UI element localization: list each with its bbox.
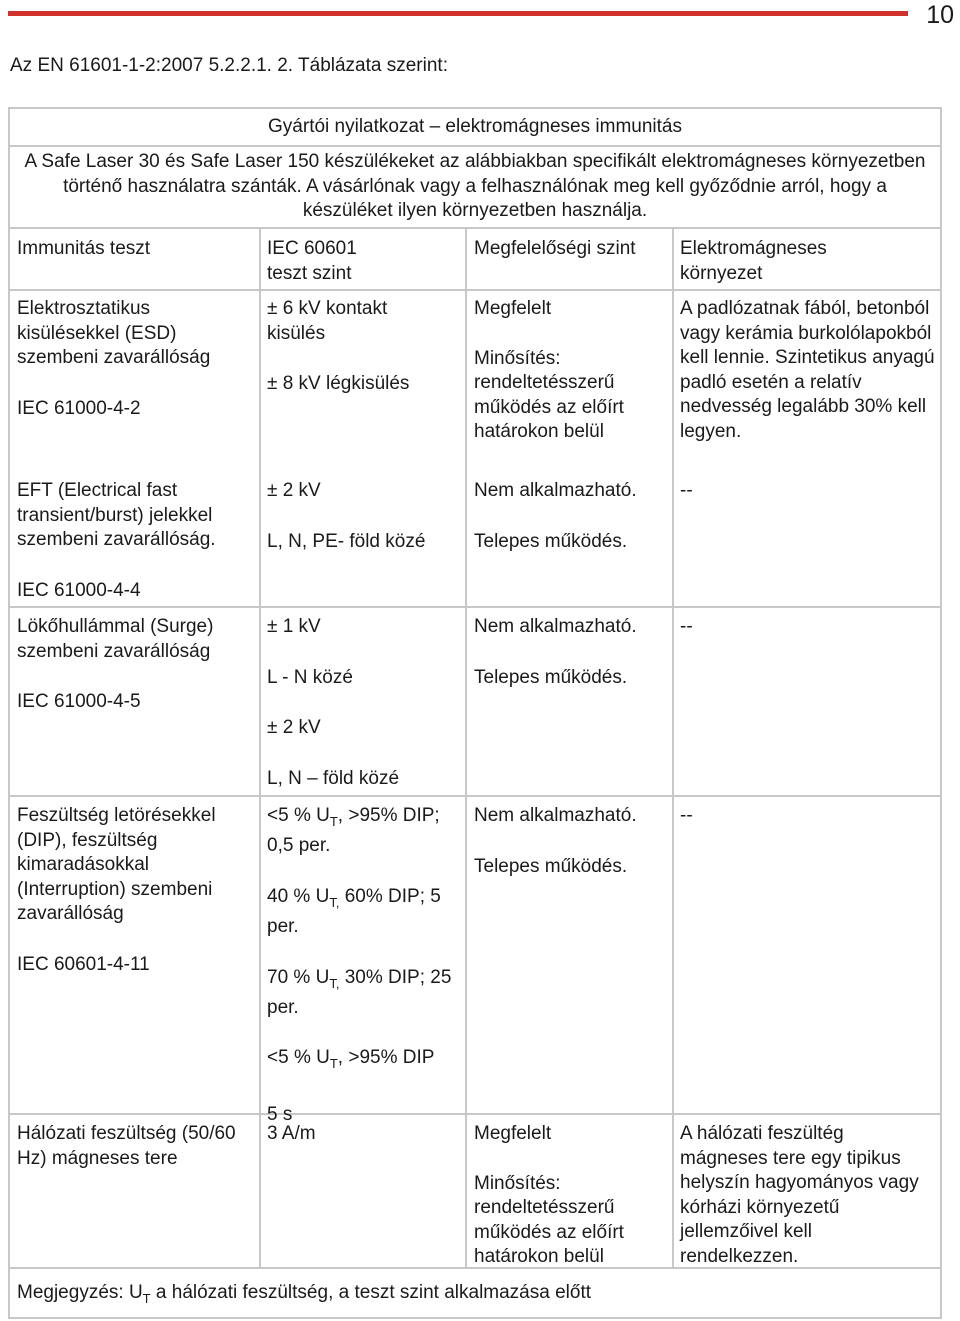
dip-level-4: <5 % $U_T$, >95% DIP [267, 1047, 435, 1072]
immunity-table [8, 107, 942, 1319]
surge-level [267, 615, 457, 791]
magnetic-compliance-status: Megfelelt [474, 1123, 552, 1144]
esd-compliance-status: Megfelelt [474, 298, 552, 319]
dip-environment: -- [680, 805, 693, 826]
header-compliance-level: Megfelelőségi szint [474, 238, 636, 259]
surge-test-standard: IEC 61000-4-5 [17, 691, 141, 712]
magnetic-compliance-note: Minősítés: rendeltetésszerű működés az előírt határokon belül [474, 1172, 624, 1267]
surge-test-name: Lökőhullámmal (Surge) szembeni zavarállóság [17, 616, 214, 662]
magnetic-test: Hálózati feszültség (50/60 Hz) mágneses tere [17, 1123, 236, 1169]
esd-test [17, 297, 247, 421]
eft-level-lines: L, N, PE- föld közé [267, 530, 426, 552]
dip-test-name: Feszültség letörésekkel (DIP), feszültség kimaradásokkal (Interruption) szembeni zavarállóság [17, 805, 216, 924]
page-number: 10 [926, 1, 954, 29]
dip-test [17, 804, 252, 977]
magnetic-environment: A hálózati feszültég mágneses tere egy tipikus helyszín hagyományos vagy kórházi környezetű jellemzőivel kell rendelkezzen. [680, 1123, 919, 1267]
surge-compliance-note: Telepes működés. [474, 666, 628, 688]
surge-level-1kv: ± 1 kV [267, 616, 321, 637]
surge-level-ln: L - N közé [267, 666, 353, 688]
divider [10, 606, 940, 608]
dip-level-1: <5 % $U_T$, >95% DIP; 0,5 per. [267, 805, 440, 857]
eft-level-kv: ± 2 kV [267, 480, 321, 501]
esd-compliance-note: Minősítés: rendeltetésszerű működés az előírt határokon belül [474, 347, 624, 442]
declaration-text: A Safe Laser 30 és Safe Laser 150 készülékeket az alábbiakban specifikált elektromágneses környezetben történő használatra szánták. A vásárlónak vagy a felhasználónak meg kell győződnie arról, hogy a készüléket ilyen környezetben használja. [24, 151, 926, 221]
divider [10, 1113, 940, 1115]
eft-test-name: EFT (Electrical fast transient/burst) jelekkel szembeni zavarállóság. [17, 480, 216, 550]
surge-compliance [474, 615, 674, 690]
divider [10, 145, 940, 147]
intro-text: Az EN 61601-1-2:2007 5.2.2.1. 2. Táblázata szerint: [10, 55, 448, 76]
surge-level-ln-ground: L, N – föld közé [267, 767, 400, 789]
header-immunity-test: Immunitás teszt [17, 238, 151, 259]
eft-compliance-note: Telepes működés. [474, 530, 628, 552]
magnetic-level: 3 A/m [267, 1123, 316, 1144]
footnote: Megjegyzés: $U_T$ a hálózati feszültség, a teszt szint alkalmazása előtt [17, 1282, 592, 1306]
divider [10, 227, 940, 229]
surge-level-2kv: ± 2 kV [267, 717, 321, 738]
header-em-environment: Elektromágneses környezet [680, 238, 827, 284]
eft-environment: -- [680, 480, 693, 501]
eft-test-standard: IEC 61000-4-4 [17, 579, 141, 601]
esd-test-standard: IEC 61000-4-2 [17, 397, 141, 419]
surge-compliance-status: Nem alkalmazható. [474, 616, 637, 637]
header-rule [8, 11, 908, 16]
header-test-level: IEC 60601 teszt szint [267, 238, 357, 284]
dip-level [267, 804, 467, 1133]
surge-environment: -- [680, 616, 693, 637]
divider [10, 289, 940, 291]
divider [10, 795, 940, 797]
eft-test [17, 479, 252, 603]
divider [259, 227, 261, 1267]
dip-level-5: 5 s [267, 1103, 293, 1125]
dip-compliance [474, 804, 674, 879]
esd-level [267, 297, 417, 397]
esd-level-air: ± 8 kV légkisülés [267, 373, 410, 394]
divider [672, 227, 674, 1267]
esd-environment: A padlózatnak fából, betonból vagy kerámia burkolólapokból kell lennie. Szintetikus anyagú padló esetén a relatív nedvesség legalább 30% kell legyen. [680, 298, 935, 442]
dip-level-2: 40 % $U_{T,}$ 60% DIP; 5 per. [267, 885, 441, 938]
magnetic-compliance [474, 1122, 664, 1270]
esd-test-name: Elektrosztatikus kisülésekkel (ESD) szembeni zavarállóság [17, 298, 211, 368]
eft-compliance [474, 479, 674, 554]
declaration-title: Gyártói nyilatkozat – elektromágneses immunitás [268, 116, 682, 137]
dip-compliance-status: Nem alkalmazható. [474, 805, 637, 826]
dip-compliance-note: Telepes működés. [474, 855, 628, 877]
surge-test [17, 615, 252, 715]
eft-compliance-status: Nem alkalmazható. [474, 480, 637, 501]
dip-test-standard: IEC 60601-4-11 [17, 953, 150, 975]
dip-level-3: 70 % $U_{T,}$ 30% DIP; 25 per. [267, 966, 452, 1018]
esd-compliance [474, 297, 664, 445]
esd-level-contact: ± 6 kV kontakt kisülés [267, 298, 388, 344]
eft-level [267, 479, 457, 554]
